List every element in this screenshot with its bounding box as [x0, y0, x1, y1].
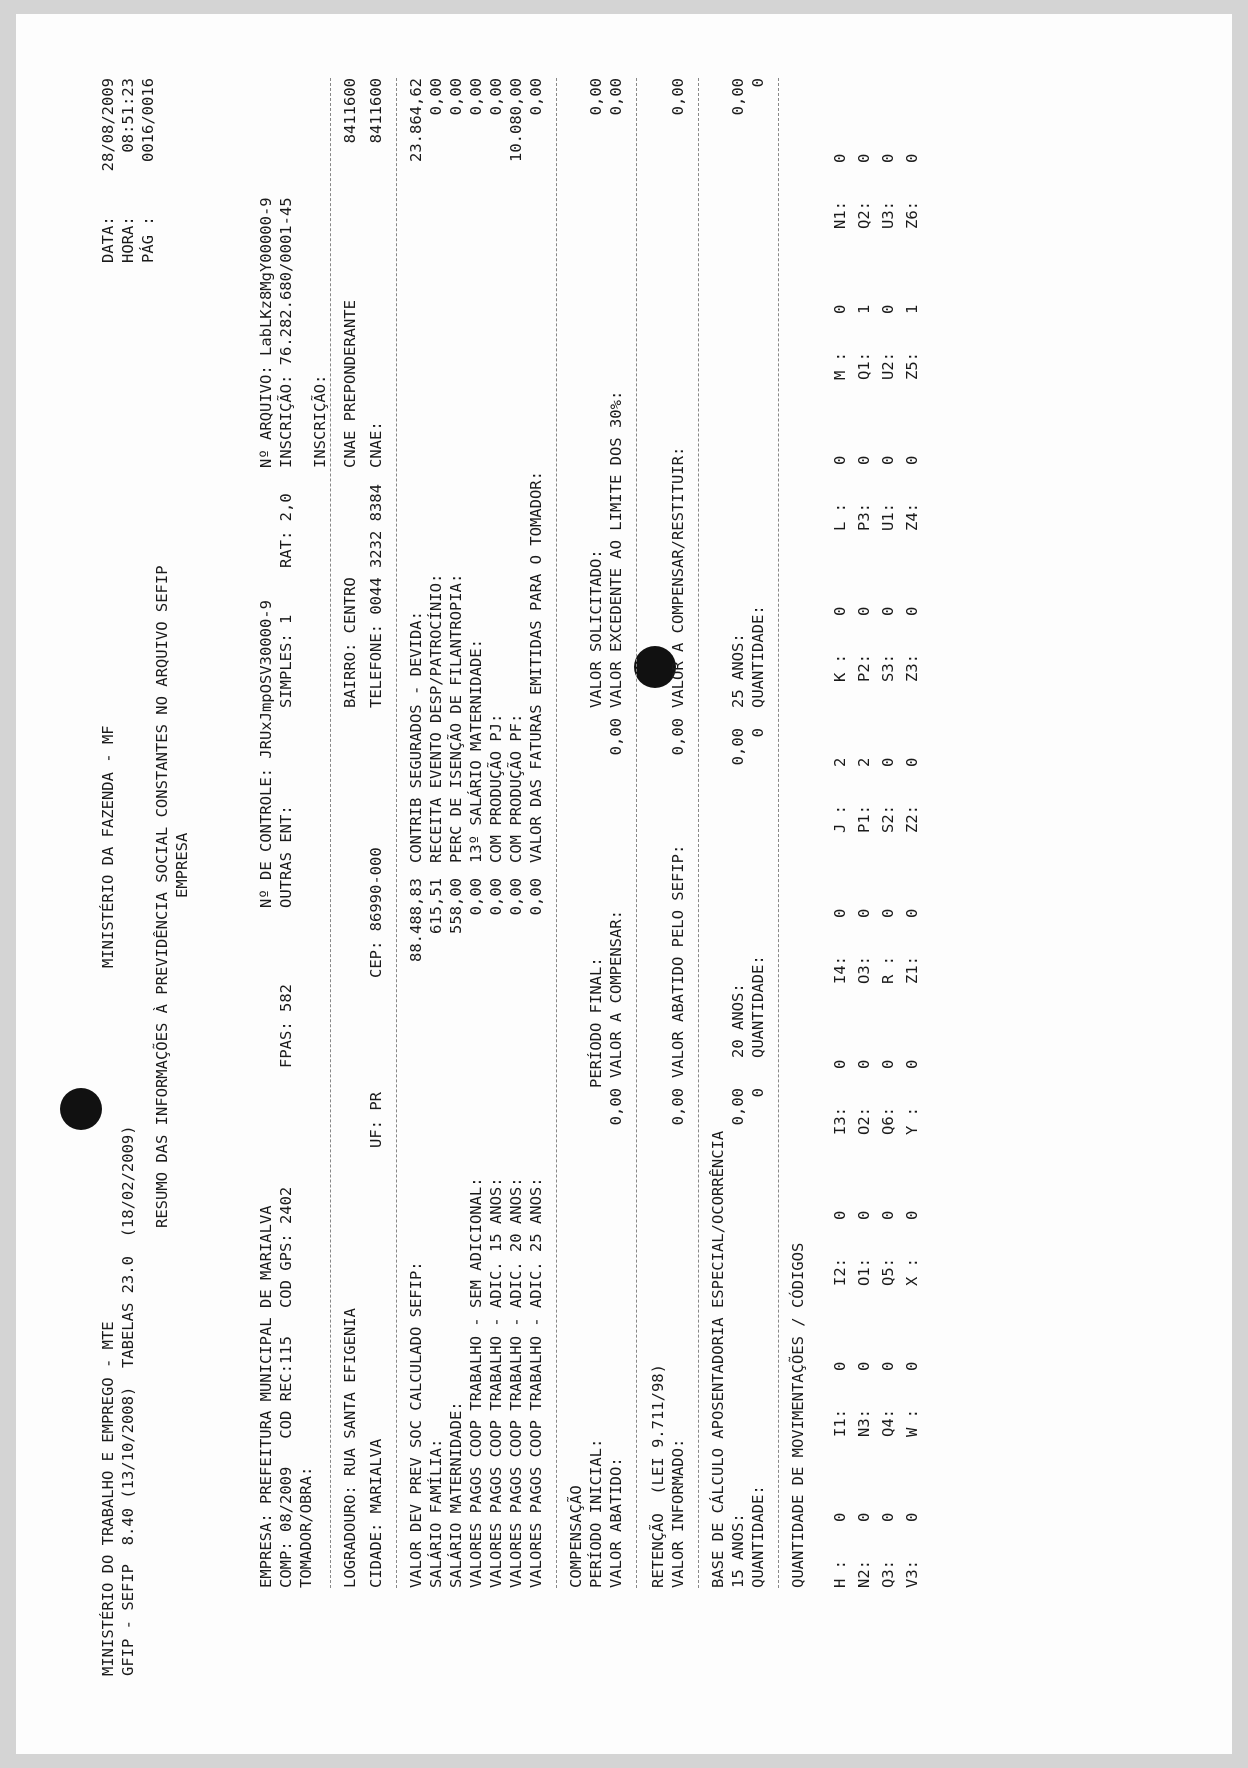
date-label: DATA:: [99, 216, 117, 263]
movimentacao-count: 0: [903, 455, 921, 465]
movimentacao-count: 0: [903, 606, 921, 616]
header-ministry: MINISTÉRIO DA FAZENDA - MF: [99, 725, 117, 968]
base-25-anos-value: 0,00: [729, 78, 747, 116]
valores-left-value: 88.488,83: [407, 878, 425, 962]
valor-a-compensar-value: 0,00: [607, 718, 625, 756]
valor-informado-label: VALOR INFORMADO:: [669, 1438, 687, 1588]
movimentacao-count: 0: [855, 1210, 873, 1220]
movimentacao-code: L :: [831, 503, 849, 531]
movimentacao-code: X :: [903, 1258, 921, 1286]
hora-value: 08:51:23: [119, 78, 137, 153]
movimentacao-count: 0: [855, 606, 873, 616]
movimentacao-code: Y :: [903, 1107, 921, 1135]
valores-right-label: CONTRIB SEGURADOS - DEVIDA:: [407, 611, 425, 863]
valor-compensar-restituir-label: VALOR A COMPENSAR/RESTITUIR:: [669, 446, 687, 708]
scanned-page: [16, 14, 1232, 1754]
movimentacao-code: I2:: [831, 1258, 849, 1286]
movimentacao-count: 0: [879, 908, 897, 918]
movimentacao-code: N3:: [855, 1409, 873, 1437]
valores-right-label: RECEITA EVENTO DESP/PATROCÍNIO:: [427, 573, 445, 863]
pag-value: 0016/0016: [139, 78, 157, 162]
movimentacoes-title: QUANTIDADE DE MOVIMENTAÇÕES / CÓDIGOS: [789, 1242, 807, 1588]
movimentacao-count: 0: [879, 1210, 897, 1220]
valores-right-value: 0,00: [447, 78, 465, 116]
movimentacao-code: S2:: [879, 805, 897, 833]
movimentacao-code: Q5:: [879, 1258, 897, 1286]
separator-4: [636, 78, 637, 1588]
movimentacao-count: 0: [879, 153, 897, 163]
movimentacao-code: M :: [831, 352, 849, 380]
comp-cod: COMP: 08/2009 COD REC:115 COD GPS: 2402: [277, 1186, 295, 1588]
movimentacao-code: S3:: [879, 654, 897, 682]
valores-right-label: 13º SALÁRIO MATERNIDADE:: [467, 639, 485, 863]
report-subtitle: EMPRESA: [173, 832, 191, 898]
valores-left-label: VALORES PAGOS COOP TRABALHO - SEM ADICIONAL:: [467, 1177, 485, 1588]
valor-excedente-value: 0,00: [607, 78, 625, 116]
bairro: BAIRRO: CENTRO: [341, 577, 359, 708]
movimentacao-code: I4:: [831, 956, 849, 984]
movimentacao-count: 0: [831, 1059, 849, 1069]
valores-left-value: 615,51: [427, 878, 445, 934]
base-15-anos-label: 15 ANOS:: [729, 1513, 747, 1588]
simples: SIMPLES: 1: [277, 614, 295, 708]
controle-number: Nº DE CONTROLE: JRUxJmpOSV30000-9: [257, 600, 275, 908]
base-20-anos-value: 0,00: [729, 728, 747, 766]
cnae-preponderante-value: 8411600: [341, 78, 359, 144]
valores-right-value: 10.080,00: [507, 78, 525, 162]
valores-right-label: COM PRODUÇÃO PF:: [507, 713, 525, 863]
report-title: RESUMO DAS INFORMAÇÕES À PREVIDÊNCIA SOCIAL CONSTANTES NO ARQUIVO SEFIP: [153, 565, 171, 1228]
valores-left-value: 0,00: [527, 878, 545, 916]
base-25-qtd-value: 0: [749, 78, 767, 88]
valores-left-label: VALORES PAGOS COOP TRABALHO - ADIC. 20 ANOS:: [507, 1177, 525, 1588]
movimentacao-code: H :: [831, 1560, 849, 1588]
valor-abatido-label: VALOR ABATIDO:: [607, 1457, 625, 1588]
movimentacao-code: Z1:: [903, 956, 921, 984]
base-20-qtd-value: 0: [749, 728, 767, 738]
header-org-line1: MINISTÉRIO DO TRABALHO E EMPREGO - MTE: [99, 1321, 117, 1676]
valor-compensar-restituir-value: 0,00: [669, 78, 687, 116]
tomador-obra: TOMADOR/OBRA:: [297, 1466, 315, 1588]
retencao-title: RETENÇÃO (LEI 9.711/98): [649, 1364, 667, 1588]
movimentacao-count: 0: [903, 757, 921, 767]
separator-5: [698, 78, 699, 1588]
base-15-anos-value: 0,00: [729, 1088, 747, 1126]
fpas: FPAS: 582: [277, 984, 295, 1068]
valores-right-value: 0,00: [487, 78, 505, 116]
empresa-name: EMPRESA: PREFEITURA MUNICIPAL DE MARIALVA: [257, 1205, 275, 1588]
separator-3: [556, 78, 557, 1588]
valor-excedente-label: VALOR EXCEDENTE AO LIMITE DOS 30%:: [607, 390, 625, 708]
movimentacao-code: Q4:: [879, 1409, 897, 1437]
valores-right-value: 0,00: [467, 78, 485, 116]
uf: UF: PR: [367, 1092, 385, 1148]
valores-right-value: 0,00: [427, 78, 445, 116]
movimentacao-count: 0: [903, 153, 921, 163]
movimentacao-code: V3:: [903, 1560, 921, 1588]
cidade: CIDADE: MARIALVA: [367, 1438, 385, 1588]
movimentacao-count: 0: [831, 908, 849, 918]
movimentacao-code: I1:: [831, 1409, 849, 1437]
valores-left-value: 0,00: [467, 878, 485, 916]
base-20-anos-label: 20 ANOS:: [729, 983, 747, 1058]
valores-right-value: 0,00: [527, 78, 545, 116]
inscricao: INSCRIÇÃO: 76.282.680/0001-45: [277, 197, 295, 468]
movimentacao-count: 0: [855, 455, 873, 465]
outras-ent: OUTRAS ENT:: [277, 805, 295, 908]
movimentacao-code: Q2:: [855, 201, 873, 229]
movimentacao-code: Q3:: [879, 1560, 897, 1588]
movimentacao-count: 0: [879, 1361, 897, 1371]
header-org-line2: GFIP - SEFIP 8.40 (13/10/2008) TABELAS 23.0 (18/02/2009): [119, 1125, 137, 1676]
movimentacao-code: O2:: [855, 1107, 873, 1135]
movimentacao-code: P1:: [855, 805, 873, 833]
movimentacao-code: Z6:: [903, 201, 921, 229]
valores-left-label: VALORES PAGOS COOP TRABALHO - ADIC. 25 ANOS:: [527, 1177, 545, 1588]
valor-abatido-value: 0,00: [607, 1088, 625, 1126]
telefone: TELEFONE: 0044 3232 8384: [367, 484, 385, 708]
valor-informado-value: 0,00: [669, 1088, 687, 1126]
movimentacao-code: N2:: [855, 1560, 873, 1588]
movimentacao-count: 1: [903, 304, 921, 314]
movimentacao-code: P2:: [855, 654, 873, 682]
rat: RAT: 2,0: [277, 493, 295, 568]
valor-abatido-sefip-label: VALOR ABATIDO PELO SEFIP:: [669, 844, 687, 1078]
base-15-qtd-value: 0: [749, 1088, 767, 1098]
movimentacao-count: 0: [831, 304, 849, 314]
movimentacao-code: O3:: [855, 956, 873, 984]
movimentacao-code: Z4:: [903, 503, 921, 531]
valores-left-label: SALÁRIO MATERNIDADE:: [447, 1401, 465, 1588]
valores-left-label: SALÁRIO FAMÍLIA:: [427, 1438, 445, 1588]
valor-a-compensar-label: VALOR A COMPENSAR:: [607, 910, 625, 1078]
base-title: BASE DE CÁLCULO APOSENTADORIA ESPECIAL/OCORRÊNCIA: [709, 1130, 727, 1588]
valor-solicitado-value: 0,00: [587, 78, 605, 116]
valores-left-value: 0,00: [487, 878, 505, 916]
periodo-final: PERÍODO FINAL:: [587, 957, 605, 1088]
cnae-value: 8411600: [367, 78, 385, 144]
movimentacao-code: O1:: [855, 1258, 873, 1286]
movimentacao-count: 0: [831, 1512, 849, 1522]
movimentacao-count: 0: [855, 908, 873, 918]
movimentacao-code: Q1:: [855, 352, 873, 380]
rotated-report: [92, 0, 1248, 1708]
movimentacao-count: 0: [903, 1361, 921, 1371]
cnae-preponderante-label: CNAE PREPONDERANTE: [341, 300, 359, 468]
movimentacao-code: N1:: [831, 201, 849, 229]
cnae-label: CNAE:: [367, 421, 385, 468]
movimentacao-count: 0: [855, 1512, 873, 1522]
movimentacao-code: Z2:: [903, 805, 921, 833]
movimentacao-count: 0: [879, 455, 897, 465]
arquivo-number: Nº ARQUIVO: LabLKz8MgY00000-9: [257, 197, 275, 468]
movimentacao-code: Z3:: [903, 654, 921, 682]
movimentacao-count: 0: [903, 1210, 921, 1220]
movimentacao-code: Z5:: [903, 352, 921, 380]
movimentacao-count: 0: [903, 1512, 921, 1522]
movimentacao-count: 0: [831, 455, 849, 465]
movimentacao-count: 0: [831, 1210, 849, 1220]
movimentacao-code: U2:: [879, 352, 897, 380]
valores-left-value: 558,00: [447, 878, 465, 934]
cep: CEP: 86990-000: [367, 847, 385, 978]
movimentacao-count: 0: [831, 153, 849, 163]
date-value: 28/08/2009: [99, 78, 117, 172]
movimentacao-count: 0: [903, 908, 921, 918]
pag-label: PÁG :: [139, 216, 157, 263]
movimentacao-code: U1:: [879, 503, 897, 531]
movimentacao-count: 0: [879, 606, 897, 616]
movimentacao-code: U3:: [879, 201, 897, 229]
compensacao-title: COMPENSAÇÃO: [567, 1485, 585, 1588]
valores-right-label: COM PRODUÇÃO PJ:: [487, 713, 505, 863]
valores-left-label: VALORES PAGOS COOP TRABALHO - ADIC. 15 ANOS:: [487, 1177, 505, 1588]
movimentacao-count: 2: [855, 757, 873, 767]
movimentacao-code: Q6:: [879, 1107, 897, 1135]
valores-right-value: 23.864,62: [407, 78, 425, 162]
hora-label: HORA:: [119, 216, 137, 263]
periodo-inicial: PERÍODO INICIAL:: [587, 1438, 605, 1588]
valores-left-label: VALOR DEV PREV SOC CALCULADO SEFIP:: [407, 1261, 425, 1588]
valores-right-label: PERC DE ISENÇÃO DE FILANTROPIA:: [447, 573, 465, 863]
separator-6: [778, 78, 779, 1588]
movimentacao-count: 2: [831, 757, 849, 767]
movimentacao-count: 0: [879, 1059, 897, 1069]
movimentacao-code: W :: [903, 1409, 921, 1437]
movimentacao-count: 0: [855, 1059, 873, 1069]
valores-right-label: VALOR DAS FATURAS EMITIDAS PARA O TOMADOR:: [527, 471, 545, 863]
valores-left-value: 0,00: [507, 878, 525, 916]
movimentacao-count: 0: [831, 1361, 849, 1371]
movimentacao-count: 0: [855, 1361, 873, 1371]
valor-solicitado-label: VALOR SOLICITADO:: [587, 549, 605, 708]
separator-2: [396, 78, 397, 1588]
movimentacao-count: 0: [831, 606, 849, 616]
valor-abatido-sefip-value: 0,00: [669, 718, 687, 756]
movimentacao-count: 1: [855, 304, 873, 314]
movimentacao-count: 0: [879, 1512, 897, 1522]
movimentacao-count: 0: [879, 757, 897, 767]
movimentacao-code: K :: [831, 654, 849, 682]
separator-1: [330, 78, 331, 1588]
movimentacao-count: 0: [903, 1059, 921, 1069]
movimentacao-code: J :: [831, 805, 849, 833]
movimentacao-code: P3:: [855, 503, 873, 531]
base-25-qtd-label: QUANTIDADE:: [749, 605, 767, 708]
logradouro: LOGRADOURO: RUA SANTA EFIGENIA: [341, 1308, 359, 1588]
movimentacao-count: 0: [879, 304, 897, 314]
base-25-anos-label: 25 ANOS:: [729, 633, 747, 708]
tomador-inscricao: INSCRIÇÃO:: [311, 374, 329, 468]
base-20-qtd-label: QUANTIDADE:: [749, 955, 767, 1058]
movimentacao-code: R :: [879, 956, 897, 984]
movimentacao-count: 0: [855, 153, 873, 163]
base-15-qtd-label: QUANTIDADE:: [749, 1485, 767, 1588]
movimentacao-code: I3:: [831, 1107, 849, 1135]
